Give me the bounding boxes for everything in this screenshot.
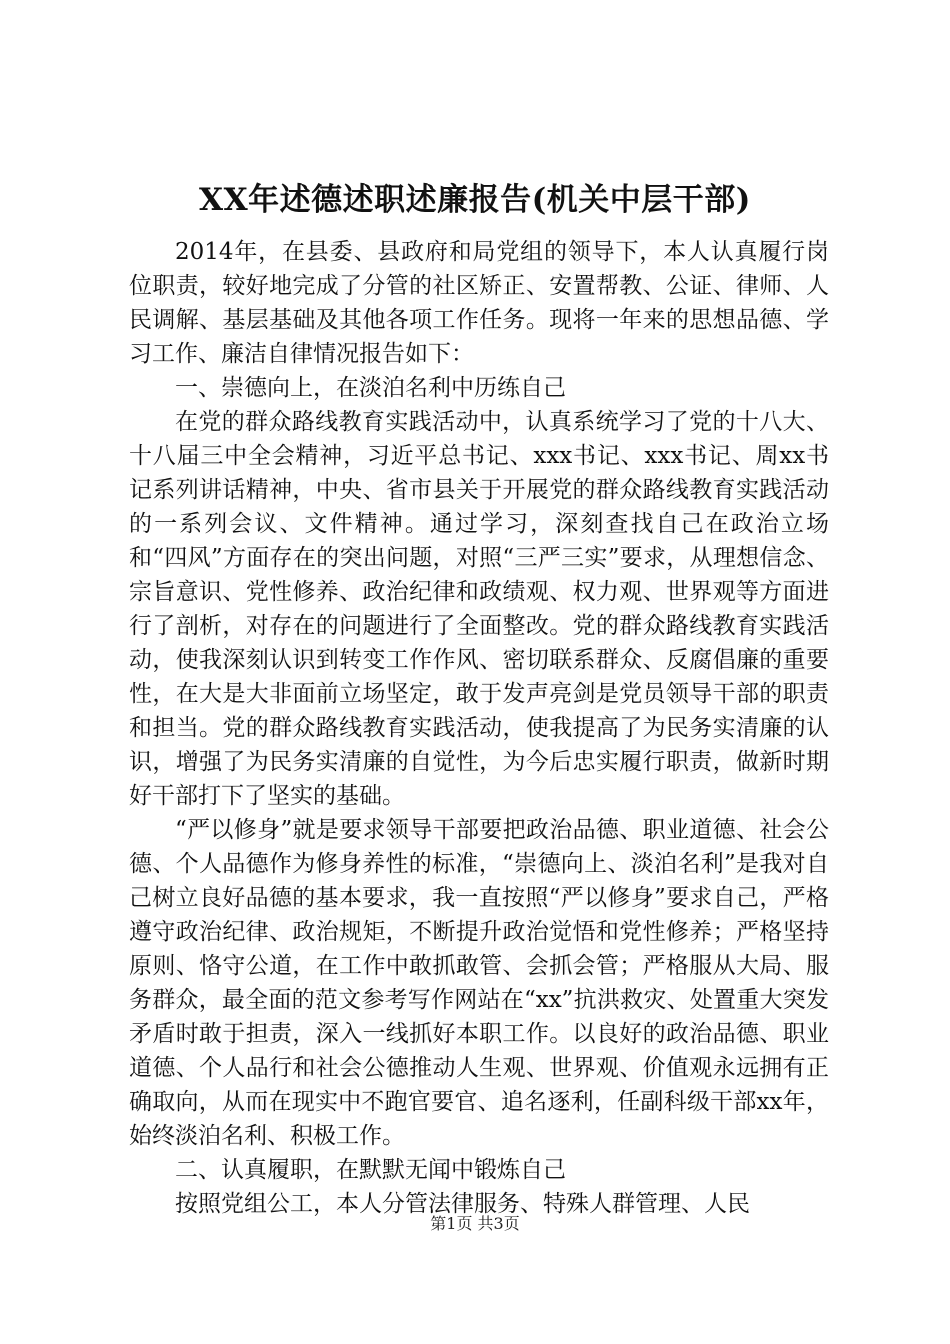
intro-paragraph: 2014年，在县委、县政府和局党组的领导下，本人认真履行岗位职责，较好地完成了分管的社区矫正、安置帮教、公证、律师、人民调解、基层基础及其他各项工作任务。现将一年来的思想品德、学习工作、廉洁自律情况报告如下：	[129, 239, 829, 367]
section-heading-1: 一、崇德向上，在淡泊名利中历练自己	[175, 375, 566, 401]
section-heading-2: 二、认真履职，在默默无闻中锻炼自己	[175, 1157, 566, 1183]
section-2-paragraph-1: 按照党组公工，本人分管法律服务、特殊人群管理、人民	[175, 1191, 750, 1217]
section-1-paragraph-2: “严以修身”就是要求领导干部要把政治品德、职业道德、社会公德、个人品德作为修身养性的标准，“崇德向上、淡泊名利”是我对自己树立良好品德的基本要求，我一直按照“严以修身”要求自己，严格遵守政治纪律、政治规矩，不断提升政治觉悟和党性修养；严格坚持原则、恪守公道，在工作中敢抓敢管、会抓会管；严格服从大局、服务群众，最全面的范文参考写作网站在“xx”抗洪救灾、处置重大突发矛盾时敢于担责，深入一线抓好本职工作。以良好的政治品德、职业道德、个人品行和社会公德推动人生观、世界观、价值观永远拥有正确取向，从而在现实中不跑官要官、追名逐利，任副科级干部xx年，始终淡泊名利、积极工作。	[129, 817, 829, 1149]
section-1-paragraph-1: 在党的群众路线教育实践活动中，认真系统学习了党的十八大、十八届三中全会精神，习近平总书记、xxx书记、xxx书记、周xx书记系列讲话精神，中央、省市县关于开展党的群众路线教育实践活动的一系列会议、文件精神。通过学习，深刻查找自己在政治立场和“四风”方面存在的突出问题，对照“三严三实”要求，从理想信念、宗旨意识、党性修养、政治纪律和政绩观、权力观、世界观等方面进行了剖析，对存在的问题进行了全面整改。党的群众路线教育实践活动，使我深刻认识到转变工作作风、密切联系群众、反腐倡廉的重要性，在大是大非面前立场坚定，敢于发声亮剑是党员领导干部的职责和担当。党的群众路线教育实践活动，使我提高了为民务实清廉的认识，增强了为民务实清廉的自觉性，为今后忠实履行职责，做新时期好干部打下了坚实的基础。	[129, 409, 829, 809]
page-number-footer: 第1页 共3页	[430, 1214, 520, 1233]
document-title: XX年述德述职述廉报告(机关中层干部)	[199, 182, 751, 218]
document-body	[129, 235, 829, 1221]
